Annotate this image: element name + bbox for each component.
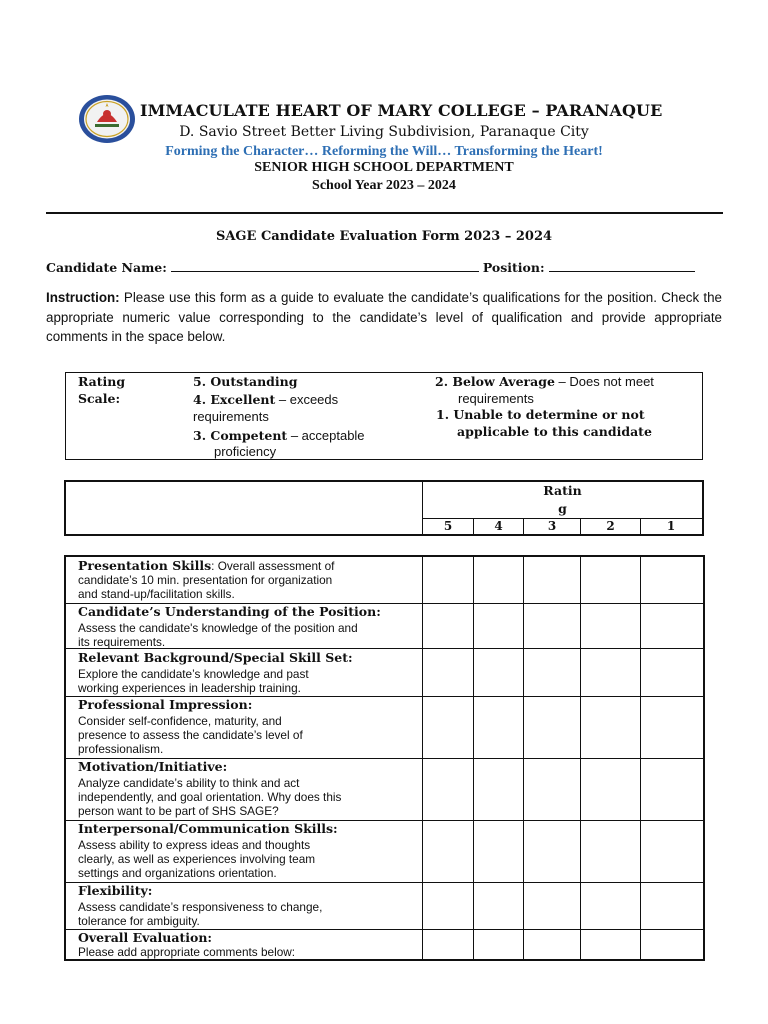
criteria-title: Professional Impression: (78, 697, 253, 712)
criteria-title: Presentation Skills (78, 558, 212, 573)
instruction-paragraph (46, 288, 722, 347)
rating-header-label-2: g (558, 501, 567, 516)
criteria-desc: presence to assess the candidate’s level of (78, 728, 303, 742)
rating-scale-label-2: Scale: (78, 391, 121, 406)
criteria-inline-desc: : Overall assessment of (211, 559, 335, 573)
position-label: Position: (482, 260, 545, 275)
scale-1-line1: 1. Unable to determine or not (436, 407, 645, 422)
scale-4-text: – exceeds (275, 392, 339, 407)
criteria-desc: tolerance for ambiguity. (78, 914, 200, 928)
candidate-name-label: Candidate Name: (46, 260, 167, 275)
criteria-row-presentation (78, 559, 418, 601)
criteria-desc: person want to be part of SHS SAGE? (78, 804, 279, 818)
criteria-desc: Explore the candidate’s knowledge and past (78, 667, 309, 681)
criteria-desc: Please add appropriate comments below: (78, 945, 296, 959)
college-motto: Forming the Character… Reforming the Will… Transforming the Heart! (165, 144, 603, 159)
rating-scale-label-1: Rating (78, 374, 126, 389)
criteria-row-background (78, 651, 418, 695)
scale-2-label: 2. Below Average (435, 374, 555, 389)
criteria-row-flexibility (78, 884, 418, 928)
criteria-title: Candidate’s Understanding of the Position: (78, 604, 381, 619)
criteria-desc: its requirements. (78, 635, 166, 649)
scale-5: 5. Outstanding (193, 374, 298, 389)
rating-header-label-1: Ratin (543, 483, 582, 498)
position-field[interactable] (549, 260, 695, 272)
rating-col-1: 1 (666, 519, 676, 533)
scale-1-line2: applicable to this candidate (457, 424, 652, 439)
criteria-row-overall (78, 931, 418, 959)
instruction-label: Instruction: (46, 290, 120, 305)
criteria-title: Interpersonal/Communication Skills: (78, 821, 338, 836)
criteria-row-impression (78, 698, 418, 756)
criteria-desc: Analyze candidate’s ability to think and act (78, 776, 300, 790)
department-name: SENIOR HIGH SCHOOL DEPARTMENT (254, 160, 514, 175)
rating-col-3: 3 (547, 519, 557, 533)
criteria-desc: Consider self-confidence, maturity, and (78, 714, 282, 728)
criteria-title: Relevant Background/Special Skill Set: (78, 650, 353, 665)
rating-col-2: 2 (606, 519, 615, 533)
criteria-title: Motivation/Initiative: (78, 759, 228, 774)
scale-2-text: – Does not meet (554, 374, 654, 389)
criteria-title: Overall Evaluation: (78, 930, 213, 945)
criteria-desc: clearly, as well as experiences involving team (78, 852, 316, 866)
criteria-desc: Assess the candidate's knowledge of the position and (78, 621, 358, 635)
rating-col-5: 5 (443, 519, 453, 533)
scale-3-cont: proficiency (214, 444, 277, 459)
criteria-desc: candidate’s 10 min. presentation for organization (78, 573, 333, 587)
criteria-desc: settings and organizations orientation. (78, 866, 277, 880)
scale-2-cont: requirements (458, 391, 534, 406)
criteria-row-understanding (78, 605, 418, 649)
criteria-desc: and stand-up/facilitation skills. (78, 587, 235, 601)
header-divider (46, 212, 723, 214)
rating-col-4: 4 (494, 519, 503, 533)
criteria-table (64, 555, 705, 961)
college-name: IMMACULATE HEART OF MARY COLLEGE – PARANAQUE (140, 101, 663, 120)
scale-4-cont: requirements (193, 409, 269, 424)
criteria-title: Flexibility: (78, 883, 153, 898)
rating-scale-box (65, 372, 703, 460)
instruction-text: Please use this form as a guide to evaluate the candidate’s qualifications for the position. Check the appropriate numeric value corresponding to the candidate’s level of qualification and provide appropriate comments in the space below. (46, 290, 722, 344)
criteria-desc: Assess ability to express ideas and thoughts (78, 838, 311, 852)
scale-3-label: 3. Competent (193, 428, 288, 443)
criteria-row-communication (78, 822, 418, 880)
criteria-desc: professionalism. (78, 742, 164, 756)
candidate-info-row (46, 260, 726, 275)
criteria-desc: independently, and goal orientation. Why does this (78, 790, 342, 804)
rating-header-table (64, 480, 704, 536)
scale-3-text: – acceptable (287, 428, 365, 443)
college-address: D. Savio Street Better Living Subdivision, Paranaque City (179, 124, 589, 140)
criteria-desc: working experiences in leadership training. (78, 681, 301, 695)
scale-4-label: 4. Excellent (193, 392, 276, 407)
candidate-name-field[interactable] (171, 260, 479, 272)
criteria-desc: Assess candidate’s responsiveness to change, (78, 900, 323, 914)
form-title: SAGE Candidate Evaluation Form 2023 – 2024 (215, 229, 553, 244)
school-year: School Year 2023 – 2024 (312, 178, 456, 193)
criteria-row-motivation (78, 760, 418, 818)
